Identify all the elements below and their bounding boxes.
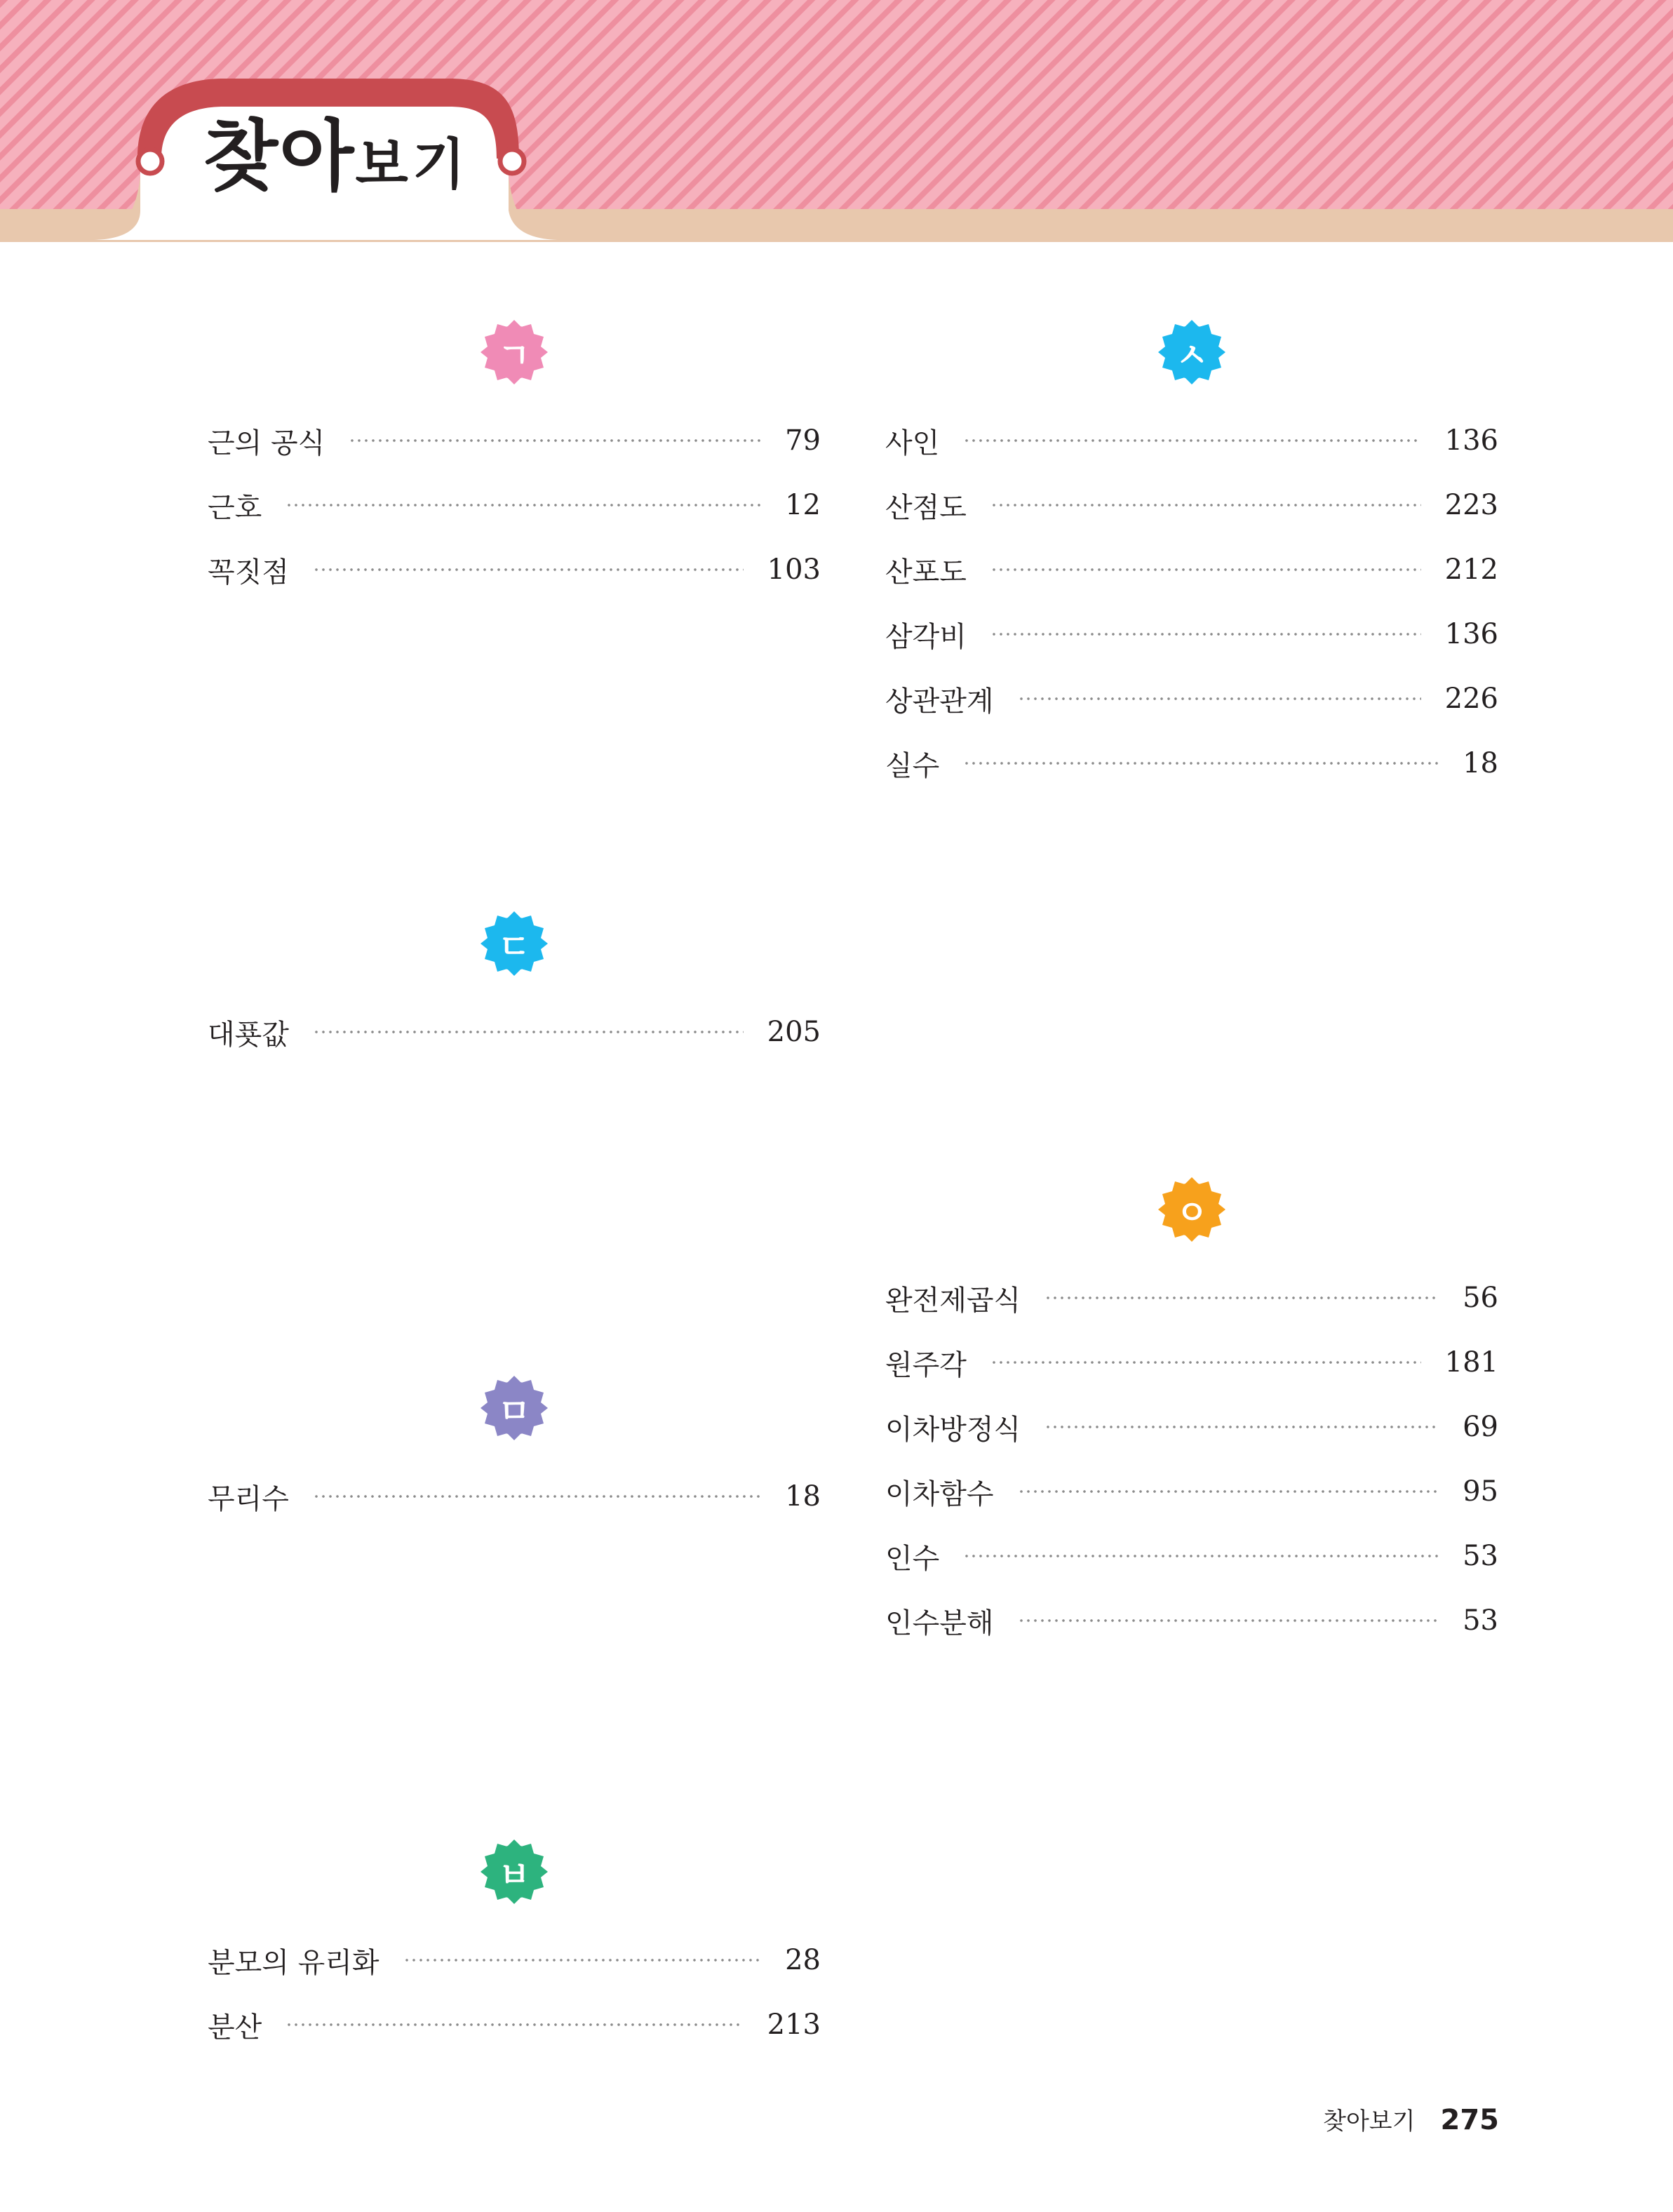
dotted-leader [349,439,761,442]
dotted-leader [313,1495,761,1498]
dotted-leader [1018,1619,1439,1622]
badge-siot-icon [1158,319,1225,386]
entry-page: 12 [785,489,821,521]
badge-bieup-icon [481,1838,548,1905]
entry-page: 226 [1444,683,1498,715]
entry-list-ieung [885,1266,1498,1653]
entry-page: 136 [1444,424,1498,457]
entry-term: 근호 [208,491,262,524]
page-footer [1323,2102,1499,2136]
index-entry[interactable] [885,666,1498,731]
dotted-leader [1018,1490,1439,1493]
dotted-leader [963,1555,1439,1557]
entry-page: 212 [1444,554,1498,586]
badge-bieup-label: ㅂ [497,1855,531,1895]
footer-section-label: 찾아보기 [1323,2107,1416,2136]
dotted-leader [990,568,1421,571]
index-entry[interactable] [208,1464,821,1529]
header-banner [0,0,1673,242]
dotted-leader [313,568,744,571]
entry-page: 136 [1444,618,1498,650]
index-entry[interactable] [885,1588,1498,1653]
entry-page: 18 [785,1480,821,1513]
index-entry[interactable] [208,1928,821,1992]
entry-term: 산포도 [885,556,967,589]
entry-page: 103 [767,554,821,586]
page-number: 275 [1440,2104,1499,2136]
entry-term: 이차함수 [885,1477,994,1510]
page-title-bold: 찾아 [203,112,356,201]
entry-page: 205 [767,1016,821,1048]
entry-term: 인수 [885,1542,940,1575]
entry-page: 18 [1463,747,1498,779]
dotted-leader [1044,1426,1439,1428]
dotted-leader [1018,697,1421,700]
entry-term: 대푯값 [208,1018,289,1051]
entry-term: 실수 [885,749,940,782]
entry-page: 181 [1444,1346,1498,1379]
entry-page: 95 [1463,1475,1498,1508]
dotted-leader [313,1031,744,1033]
entry-term: 삼각비 [885,620,967,653]
entry-page: 28 [785,1944,821,1976]
badge-giyeok-icon [481,319,548,386]
index-entry[interactable] [885,1266,1498,1330]
badge-giyeok-label: ㄱ [497,335,531,375]
entry-term: 상관관계 [885,685,994,718]
dotted-leader [990,504,1421,507]
dotted-leader [285,2023,743,2026]
index-entry[interactable] [208,473,821,537]
entry-list-siot [885,408,1498,796]
index-entry[interactable] [885,731,1498,796]
dotted-leader [403,1959,762,1962]
index-entry[interactable] [208,1000,821,1064]
dotted-leader [963,439,1420,442]
entry-term: 분산 [208,2011,262,2044]
badge-siot-label: ㅅ [1175,335,1209,375]
entry-term: 꼭짓점 [208,556,289,589]
entry-page: 53 [1463,1540,1498,1572]
index-entry[interactable] [208,537,821,602]
entry-list-giyeok [208,408,821,602]
entry-term: 산점도 [885,491,967,524]
index-entry[interactable] [885,537,1498,602]
entry-page: 53 [1463,1604,1498,1637]
dotted-leader [963,762,1439,765]
index-entry[interactable] [885,1330,1498,1395]
badge-ieung-label: ㅇ [1175,1193,1209,1233]
entry-list-mieum [208,1464,821,1529]
badge-digeut-icon [481,910,548,977]
dotted-leader [990,633,1421,636]
dotted-leader [990,1361,1421,1364]
badge-mieum-label: ㅁ [497,1391,531,1431]
entry-term: 분모의 유리화 [208,1946,379,1979]
index-entry[interactable] [208,1992,821,2057]
entry-page: 79 [785,424,821,457]
entry-term: 무리수 [208,1482,289,1515]
dotted-leader [285,504,761,507]
entry-page: 56 [1463,1282,1498,1314]
entry-page: 213 [767,2009,821,2041]
entry-page: 223 [1444,489,1498,521]
entry-term: 사인 [885,427,940,460]
entry-term: 이차방정식 [885,1413,1021,1446]
page-title-rest: 보기 [355,133,470,196]
index-entry[interactable] [208,408,821,473]
badge-digeut-label: ㄷ [497,927,531,967]
index-entry[interactable] [885,473,1498,537]
index-entry[interactable] [885,602,1498,666]
entry-term: 원주각 [885,1348,967,1381]
entry-term: 인수분해 [885,1607,994,1640]
entry-term: 근의 공식 [208,427,325,460]
dotted-leader [1044,1296,1439,1299]
entry-list-bieup [208,1928,821,2057]
badge-ieung-icon [1158,1176,1225,1243]
index-entry[interactable] [885,1459,1498,1524]
entry-term: 완전제곱식 [885,1284,1021,1317]
index-entry[interactable] [885,1395,1498,1459]
index-entry[interactable] [885,1524,1498,1588]
page-title [203,112,470,201]
badge-mieum-icon [481,1374,548,1442]
entry-page: 69 [1463,1411,1498,1443]
entry-list-digeut [208,1000,821,1064]
index-entry[interactable] [885,408,1498,473]
